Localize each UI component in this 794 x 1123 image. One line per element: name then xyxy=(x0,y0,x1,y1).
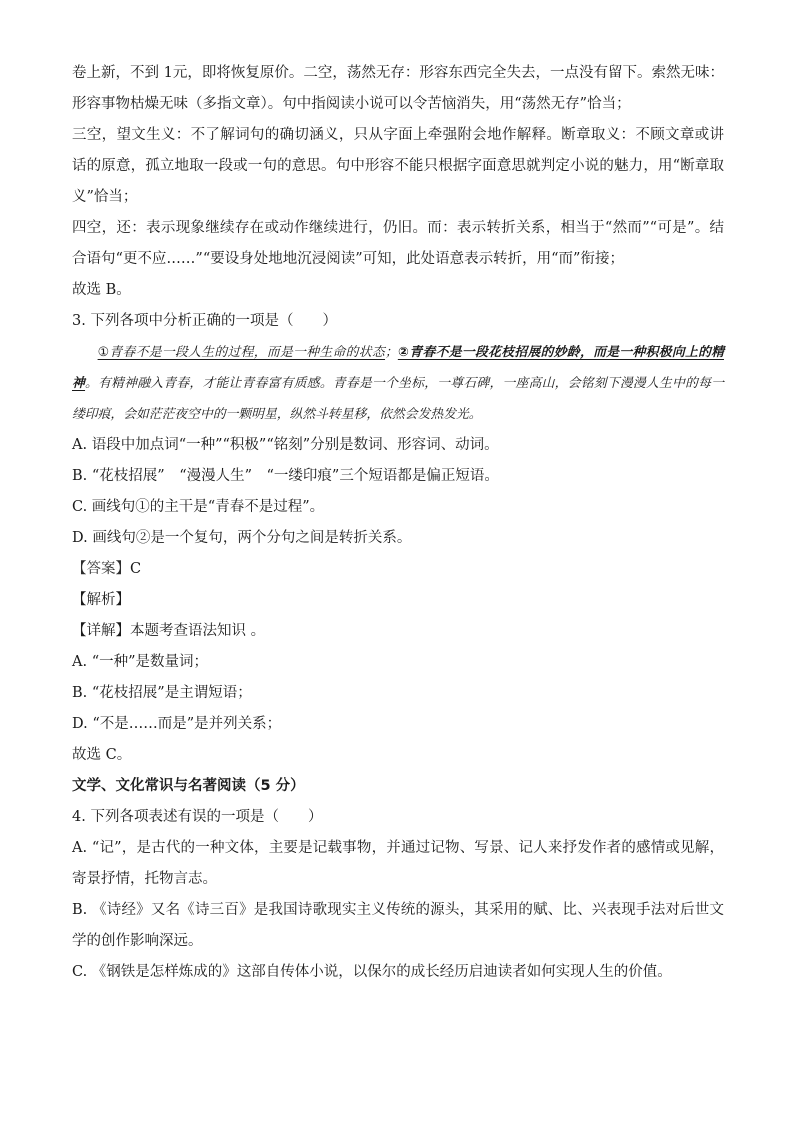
section-heading: 文学、文化常识与名著阅读（5 分） xyxy=(72,778,305,794)
answer-value: C xyxy=(130,561,142,577)
q3-option-a: A. 语段中加点词“一种”“积极”“铭刻”分别是数词、形容词、动词。 xyxy=(72,437,499,453)
q4-option-b: B. 《诗经》又名《诗三百》是我国诗歌现实主义传统的源头，其采用的赋、比、兴表现手法对后世文学的创作影响深远。 xyxy=(72,902,724,949)
underlined-sentence-1: ①青春不是一段人生的过程，而是一种生命的状态 xyxy=(97,345,386,360)
answer-label: 【答案】 xyxy=(72,561,130,577)
document-page xyxy=(72,58,724,988)
q3-detail: 【详解】本题考查语法知识 。 xyxy=(72,623,266,639)
q4-stem: 4. 下列各项表述有误的一项是（ ） xyxy=(72,809,323,825)
passage-separator: ； xyxy=(385,345,398,360)
q3-answer xyxy=(72,554,724,585)
q3-explain-b: B. “花枝招展”是主谓短语； xyxy=(72,685,252,701)
q3-stem: 3. 下列各项中分析正确的一项是（ ） xyxy=(72,313,337,329)
q3-option-c: C. 画线句①的主干是“青春不是过程”。 xyxy=(72,499,325,515)
paragraph-blank-four: 四空，还：表示现象继续存在或动作继续进行，仍旧。而：表示转折关系，相当于“然而”“可是”。结合语句“更不应……”“要设身处地地沉浸阅读”可知，此处语意表示转折，用“而”衔接； xyxy=(72,220,724,267)
underlined-sentence-2: ②青春不是一段花枝招展的妙龄，而是一种积极向上的精神 xyxy=(72,345,724,391)
paragraph-blank-three: 三空，望文生义：不了解词句的确切涵义，只从字面上牵强附会地作解释。断章取义：不顾文章或讲话的原意，孤立地取一段或一句的意思。句中形容不能只根据字面意思就判定小说的魅力，用“断章取义”恰当； xyxy=(72,127,724,205)
passage-rest: 。有精神融入青春，才能让青春富有质感。青春是一个坐标，一尊石碑，一座高山，会铭刻下漫漫人生中的每一缕印痕，会如茫茫夜空中的一颗明星，纵然斗转星移，依然会发热发光。 xyxy=(72,376,725,422)
paragraph-blank-two: 卷上新，不到 1元，即将恢复原价。二空，荡然无存：形容东西完全失去，一点没有留下。索然无味：形容事物枯燥无味（多指文章）。句中指阅读小说可以令苦恼消失，用“荡然无存”恰当； xyxy=(72,65,724,112)
q3-explain-a: A. “一种”是数量词； xyxy=(72,654,209,670)
q2-conclusion: 故选 B。 xyxy=(72,282,131,298)
q3-passage xyxy=(72,337,724,430)
q3-analysis-label: 【解析】 xyxy=(72,592,130,608)
q3-conclusion: 故选 C。 xyxy=(72,747,132,763)
q3-explain-d: D. “不是……而是”是并列关系； xyxy=(72,716,282,732)
q3-option-d: D. 画线句②是一个复句，两个分句之间是转折关系。 xyxy=(72,530,412,546)
q4-option-a: A. “记”，是古代的一种文体，主要是记载事物，并通过记物、写景、记人来抒发作者的感情或见解，寄景抒情，托物言志。 xyxy=(72,840,724,887)
q4-option-c: C. 《钢铁是怎样炼成的》这部自传体小说，以保尔的成长经历启迪读者如何实现人生的价值。 xyxy=(72,964,672,980)
q3-option-b: B. “花枝招展” “漫漫人生” “一缕印痕”三个短语都是偏正短语。 xyxy=(72,468,499,484)
